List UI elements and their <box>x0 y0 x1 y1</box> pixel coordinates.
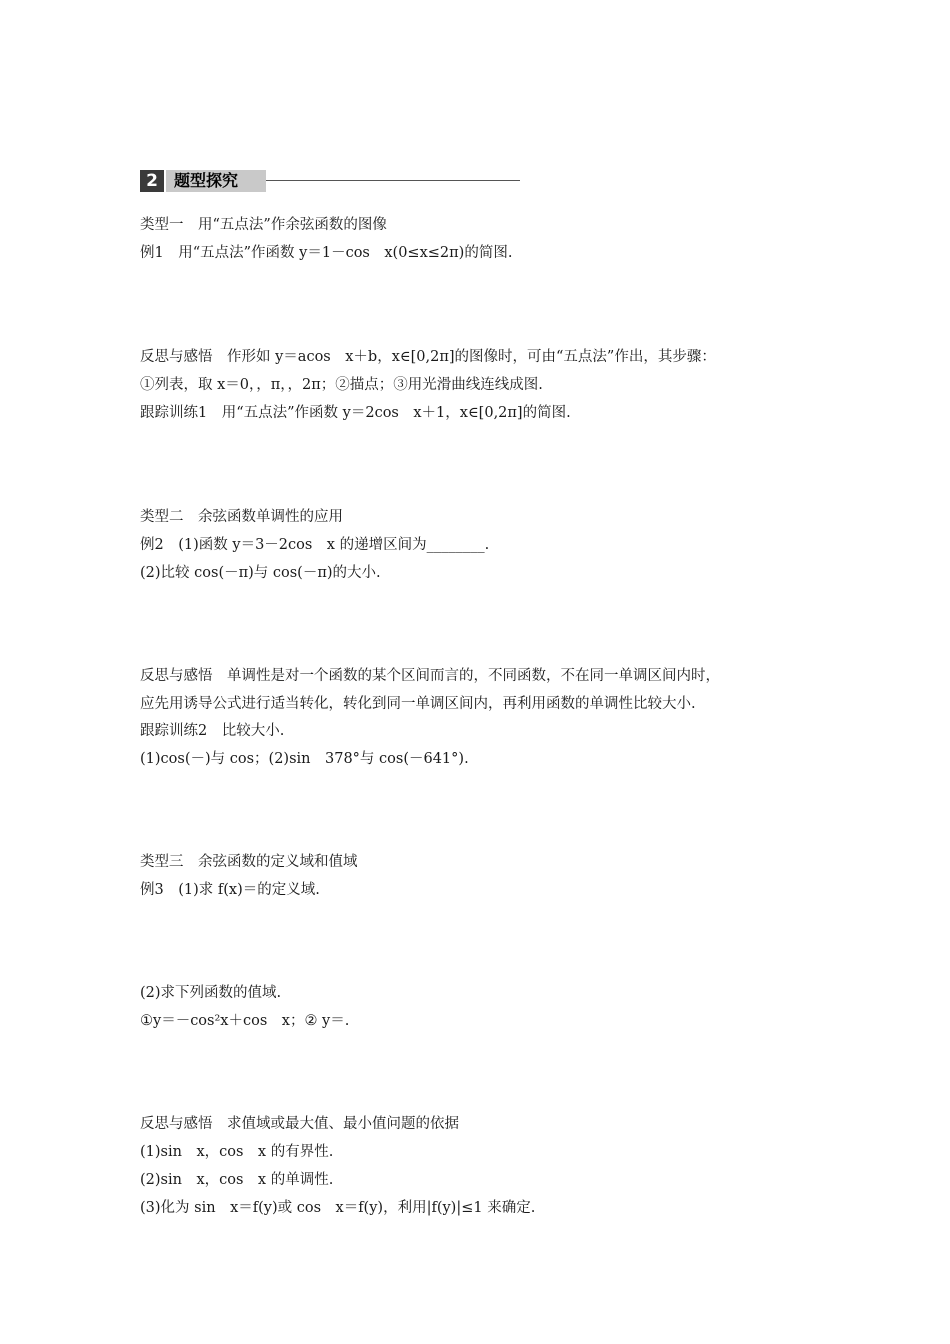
reflection-1-line-2: ①列表，取 x＝0，，π，，2π；②描点；③用光滑曲线连线成图. <box>140 377 543 393</box>
example-2-part-2: (2)比较 cos(－π)与 cos(－π)的大小. <box>140 565 381 581</box>
type-three-heading: 类型三 余弦函数的定义域和值域 <box>140 854 358 870</box>
example-1: 例1 用“五点法”作函数 y＝1－cos x(0≤x≤2π)的简图. <box>140 245 513 261</box>
reflection-3-item-1: (1)sin x，cos x 的有界性. <box>140 1144 334 1160</box>
type-one-heading: 类型一 用“五点法”作余弦函数的图像 <box>140 217 387 233</box>
section-title: 题型探究 <box>166 170 266 192</box>
practice-2-heading: 跟踪训练2 比较大小. <box>140 723 285 739</box>
example-3-part-2: (2)求下列函数的值域. <box>140 985 282 1001</box>
section-divider <box>266 180 520 181</box>
type-two-heading: 类型二 余弦函数单调性的应用 <box>140 509 343 525</box>
reflection-3-item-3: (3)化为 sin x＝f(y)或 cos x＝f(y)，利用|f(y)|≤1 来确定. <box>140 1200 536 1216</box>
practice-2-items: (1)cos(－)与 cos；(2)sin 378°与 cos(－641°). <box>140 751 469 767</box>
section-header <box>140 170 520 194</box>
reflection-3-item-2: (2)sin x，cos x 的单调性. <box>140 1172 334 1188</box>
practice-1: 跟踪训练1 用“五点法”作函数 y＝2cos x＋1，x∈[0,2π]的简图. <box>140 405 571 421</box>
reflection-2-line-1: 反思与感悟 单调性是对一个函数的某个区间而言的，不同函数，不在同一单调区间内时， <box>140 668 720 684</box>
example-3-part-1: 例3 (1)求 f(x)＝的定义域. <box>140 882 320 898</box>
reflection-1-line-1: 反思与感悟 作形如 y＝acos x＋b，x∈[0,2π]的图像时，可由“五点法”作出，其步骤： <box>140 349 716 365</box>
section-number: 2 <box>140 170 164 192</box>
reflection-2-line-2: 应先用诱导公式进行适当转化，转化到同一单调区间内，再利用函数的单调性比较大小. <box>140 696 696 712</box>
reflection-3-heading: 反思与感悟 求值域或最大值、最小值问题的依据 <box>140 1116 459 1132</box>
example-2-part-1: 例2 (1)函数 y＝3－2cos x 的递增区间为________. <box>140 537 490 553</box>
example-3-functions: ①y＝－cos²x＋cos x；② y＝. <box>140 1013 350 1029</box>
